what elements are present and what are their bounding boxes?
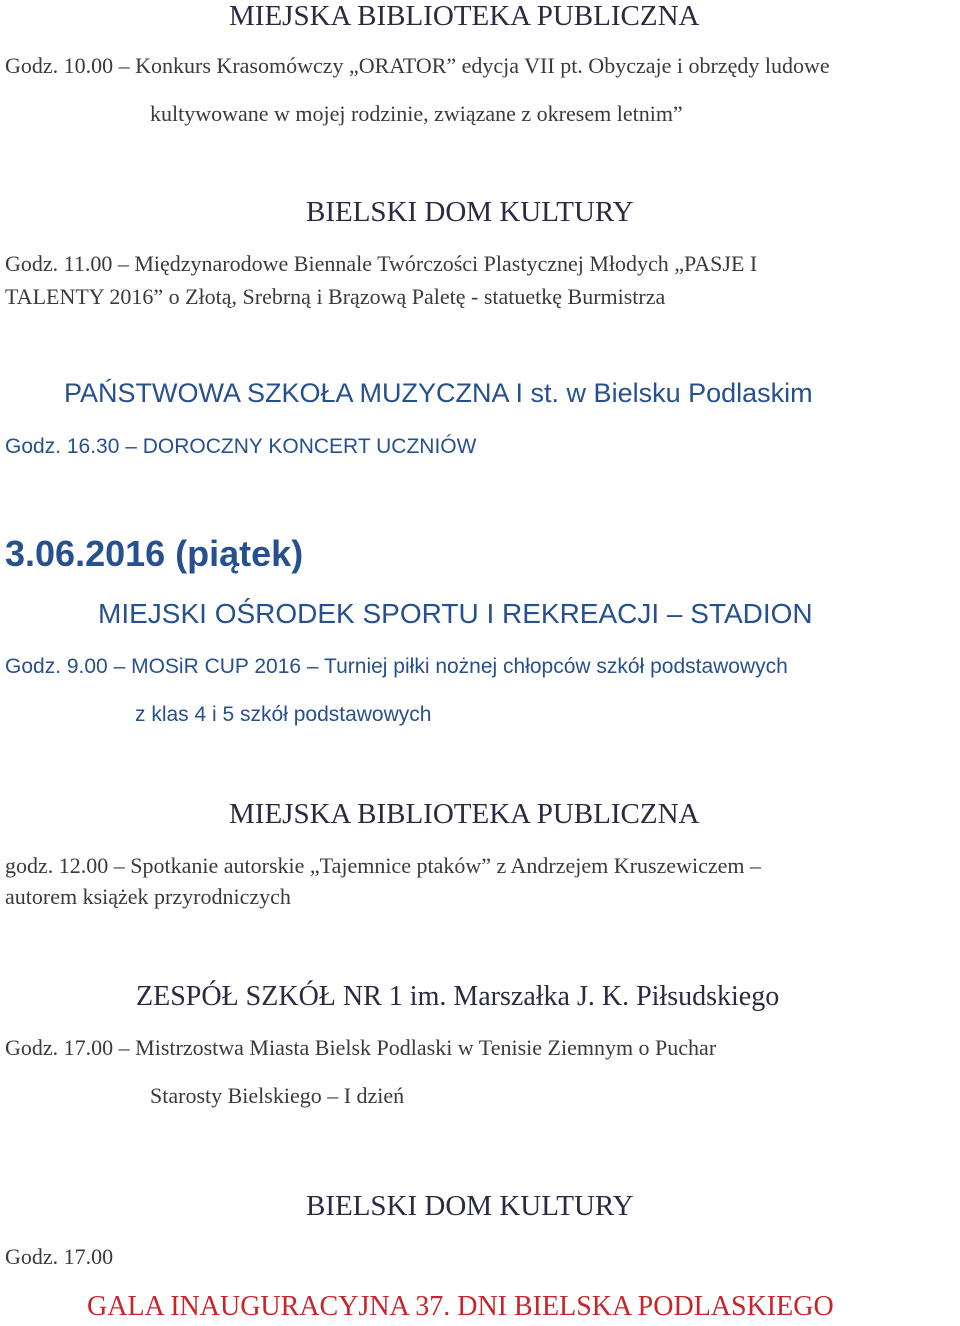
venue-heading: BIELSKI DOM KULTURY [306,196,634,228]
event-line: Godz. 17.00 – Mistrzostwa Miasta Bielsk Podlaski w Tenisie Ziemnym o Puchar [5,1035,717,1060]
event-line: Godz. 17.00 [5,1244,114,1269]
venue-heading: MIEJSKA BIBLIOTEKA PUBLICZNA [229,798,700,830]
event-line: Godz. 10.00 – Konkurs Krasomówczy „ORATOR” edycja VII pt. Obyczaje i obrzędy ludowe [5,53,830,78]
event-line: godz. 12.00 – Spotkanie autorskie „Tajemnice ptaków” z Andrzejem Kruszewiczem – [5,853,761,878]
event-line: autorem książek przyrodniczych [5,884,291,909]
date-header: 3.06.2016 (piątek) [5,533,304,574]
event-line: TALENTY 2016” o Złotą, Srebrną i Brązową Paletę - statuetkę Burmistrza [5,284,666,309]
event-line: Godz. 9.00 – MOSiR CUP 2016 – Turniej piłki nożnej chłopców szkół podstawowych [5,655,788,678]
event-line: z klas 4 i 5 szkół podstawowych [135,703,432,726]
venue-heading: BIELSKI DOM KULTURY [306,1190,634,1222]
venue-heading: ZESPÓŁ SZKÓŁ NR 1 im. Marszałka J. K. Piłsudskiego [136,981,780,1012]
event-line: Godz. 11.00 – Międzynarodowe Biennale Twórczości Plastycznej Młodych „PASJE I [5,251,758,276]
gala-title: GALA INAUGURACYJNA 37. DNI BIELSKA PODLASKIEGO [87,1291,834,1322]
venue-heading: PAŃSTWOWA SZKOŁA MUZYCZNA I st. w Bielsku Podlaskim [64,378,813,408]
venue-heading: MIEJSKA BIBLIOTEKA PUBLICZNA [229,0,700,32]
event-line: Godz. 16.30 – DOROCZNY KONCERT UCZNIÓW [5,435,477,458]
event-line: Starosty Bielskiego – I dzień [150,1083,405,1108]
event-line: kultywowane w mojej rodzinie, związane z okresem letnim” [150,101,683,126]
venue-heading: MIEJSKI OŚRODEK SPORTU I REKREACJI – STADION [98,598,813,629]
